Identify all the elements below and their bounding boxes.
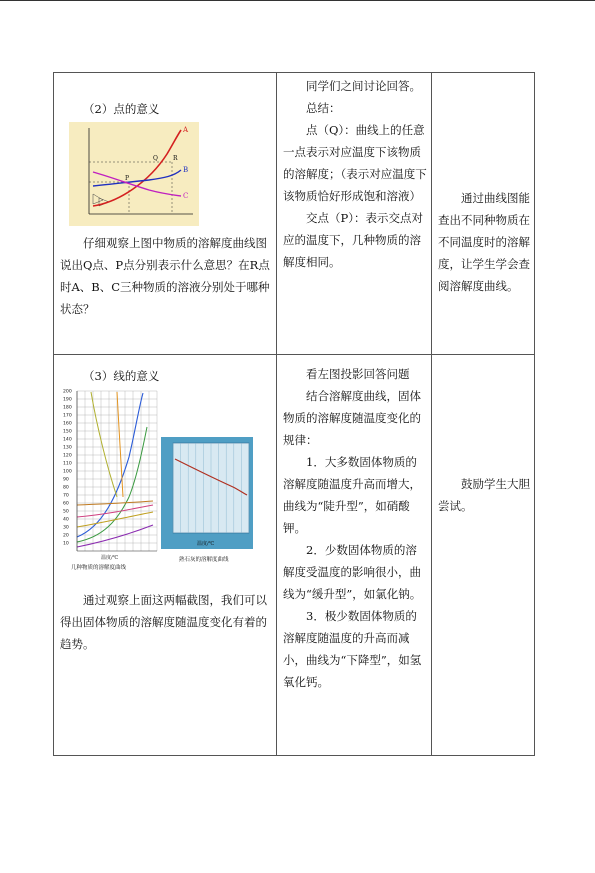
cell-row2-content xyxy=(54,355,277,756)
teacher-line-2: 总结： xyxy=(306,101,341,115)
y-tick-left: 100 xyxy=(63,469,72,475)
purpose-row1: 通过曲线图能查出不同种物质在不同温度时的溶解度，让学生学会查阅溶解度曲线。 xyxy=(438,191,530,293)
label-q: Q xyxy=(153,155,158,162)
cell-row1-content xyxy=(54,73,277,355)
top-rule xyxy=(0,0,595,1)
y-tick-left: 200 xyxy=(63,389,72,395)
teacher-line-3: 点（Q）：曲线上的任意一点表示对应温度下该物质的溶解度；（表示对应温度下该物质恰好形成饱和溶液） xyxy=(283,123,427,203)
y-tick-left: 120 xyxy=(63,453,72,459)
y-tick-left: 130 xyxy=(63,445,72,451)
y-tick-left: 70 xyxy=(63,493,69,499)
y-tick-left: 40 xyxy=(63,517,69,523)
teacher2-line-5: 3．极少数固体物质的溶解度随温度的升高而减小，曲线为“下降型”，如氢氧化钙。 xyxy=(283,609,422,689)
y-tick-left: 60 xyxy=(63,501,69,507)
xlabel-left: 温度/℃ xyxy=(101,555,119,561)
y-tick-left: 50 xyxy=(63,509,69,515)
caption-right: 熟石灰的溶解度曲线 xyxy=(179,557,229,563)
y-tick-left: 10 xyxy=(63,541,69,547)
teacher-line-1: 同学们之间讨论回答。 xyxy=(306,79,421,93)
teacher2-line-3: 1．大多数固体物质的溶解度随温度升高而增大，曲线为“陡升型”，如硝酸钾。 xyxy=(283,455,421,535)
y-tick-left: 80 xyxy=(63,485,69,491)
multi-solubility-chart xyxy=(57,387,161,567)
y-tick-left: 160 xyxy=(63,421,72,427)
xlabel-right: 温度/℃ xyxy=(197,541,215,547)
y-tick-left: 30 xyxy=(63,525,69,531)
section-heading-line: （3）线的意义 xyxy=(83,369,160,383)
y-tick-left: 20 xyxy=(63,533,69,539)
label-b: B xyxy=(183,166,189,174)
question-point: 仔细观察上图中物质的溶解度曲线图说出Q点、P点分别表示什么意思？在R点时A、B、C三种物质的溶液分别处于哪种状态？ xyxy=(60,236,270,316)
teacher-line-4: 交点（P）：表示交点对应的温度下，几种物质的溶解度相同。 xyxy=(283,211,423,269)
question-line: 通过观察上面这两幅截图，我们可以得出固体物质的溶解度随温度变化有着的趋势。 xyxy=(60,593,267,651)
y-tick-left: 190 xyxy=(63,397,72,403)
label-a: A xyxy=(183,126,189,134)
y-tick-left: 90 xyxy=(63,477,69,483)
y-tick-left: 170 xyxy=(63,413,72,419)
label-p: P xyxy=(125,175,130,182)
solubility-chart-abc xyxy=(69,122,199,226)
lesson-table xyxy=(53,72,535,756)
y-tick-left: 180 xyxy=(63,405,72,411)
purpose-row2: 鼓励学生大胆尝试。 xyxy=(438,477,530,513)
teacher2-line-4: 2．少数固体物质的溶解度受温度的影响很小，曲线为“缓升型”，如氯化钠。 xyxy=(283,543,422,601)
caption-left: 几种物质的溶解度曲线 xyxy=(71,565,127,571)
teacher2-line-1: 看左图投影回答问题 xyxy=(306,367,410,381)
section-heading-point: （2）点的意义 xyxy=(83,102,160,116)
y-tick-left: 140 xyxy=(63,437,72,443)
y-tick-left: 110 xyxy=(63,461,72,467)
limewater-solubility-chart xyxy=(161,437,253,577)
label-r: R xyxy=(173,155,178,162)
cell-row2-teacher xyxy=(277,355,432,756)
row-point-meaning xyxy=(54,73,535,355)
teacher2-line-2: 结合溶解度曲线，固体物质的溶解度随温度变化的规律： xyxy=(283,389,421,447)
label-c: C xyxy=(183,192,189,200)
y-tick-left: 150 xyxy=(63,429,72,435)
cell-row1-purpose xyxy=(432,73,535,355)
cell-row1-teacher xyxy=(277,73,432,355)
